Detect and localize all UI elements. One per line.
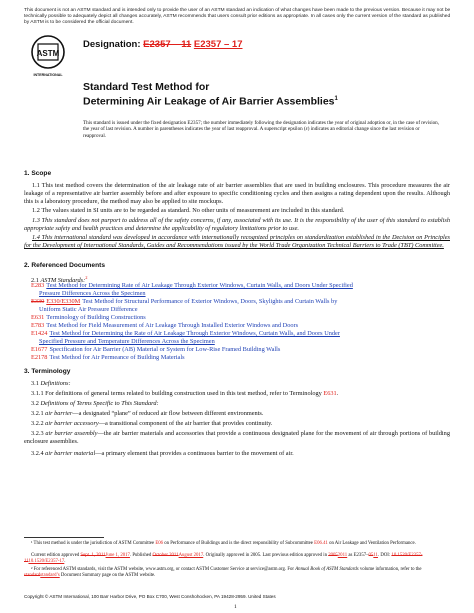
section-heading-scope: 1. Scope (24, 170, 52, 177)
designation (83, 39, 243, 50)
ref-item[interactable]: E631 Terminology of Building Constructions (31, 314, 146, 321)
terminology-3-1-1: 3.1.1 For definitions of general terms related to building construction used in this test method, refer to Terminology E631. (31, 390, 339, 397)
change-notice: This document is not an ASTM standard and is intended only to provide the user of an ASTM standard an indication of what changes have been made to the previous version. Because it may not be technically possible to adequately depict all changes accurately, ASTM recommends that users consult prior editions as appropriate. In all cases only the current version of the standard as published by ASTM is to be considered the official document. (24, 8, 451, 25)
ref-item[interactable]: E283 Test Method for Determining Rate of Air Leakage Through Exterior Windows, Curtain Walls, and Doors Under Specified (31, 282, 353, 289)
scope-1-2: 1.2 The values stated in SI units are to be regarded as standard. No other units of measurement are included in this standard. (32, 207, 345, 214)
terminology-3-1: 3.1 Definitions: (31, 380, 71, 387)
footnote-1-edition: Current edition approved Sept. 1, 2011June 1, 2017. Published October 2011August 2017. Originally approved in 2005. Last previous edition approved in 20052011 as E2357–0511. DOI: 10.1520/E2357-1110.1520/E2357-17. (24, 553, 423, 564)
title-footnote-ref: 1 (334, 96, 338, 102)
terminology-3-2: 3.2 Definitions of Terms Specific to This Standard: (31, 400, 159, 407)
ref-item-continued: Specified Pressure and Temperature Differences Across the Specimen (39, 338, 215, 345)
terminology-3-2-4: 3.2.4 air barrier material—a primary element that provides a continuous barrier to the movement of air. (31, 450, 294, 457)
terminology-3-2-3: 3.2.3 air barrier assembly—the air barrier materials and accessories that provide a continuous designated plane for the movement of air through portions of building enclosure assemblies. (24, 430, 450, 445)
issued-note: This standard is issued under the fixed designation E2357; the number immediately following the designation indicates the year of original adoption or, in the case of revision, the year of last revision. A number in parentheses indicates the year of last reapproval. A superscript epsilon (ε) indicates an editorial change since the last revision or reapproval. (83, 120, 439, 139)
terminology-ref-link[interactable]: E631 (323, 390, 337, 397)
ref-item[interactable]: E2178 Test Method for Air Permeance of Building Materials (31, 354, 185, 361)
ref-item[interactable]: E783 Test Method for Field Measurement of Air Leakage Through Installed Exterior Windows and Doors (31, 322, 299, 329)
logo-text: ASTM (36, 49, 60, 58)
ref-item-continued: Uniform Static Air Pressure Difference (39, 306, 138, 313)
scope-1-1: 1.1 This test method covers the determination of the air leakage rate of air barrier assemblies that are used in building enclosures. This procedure measures the air leakage of a representative air barrier assembly before and after exposure to specific conditioning cycles and then assigns a rating dependent upon the results. Although this is a laboratory procedure, the method may also be applied to site mockups. (24, 182, 450, 205)
page-number: 1 (234, 604, 237, 610)
section-heading-referenced-documents: 2. Referenced Documents (24, 262, 105, 269)
title-line-2: Determining Air Leakage of Air Barrier Assemblies$^1$ (83, 95, 338, 108)
scope-1-4: 1.4 This international standard was developed in accordance with internationally recognized principles on standardization established in the Decision on Principles for the Development of International Standards, Guides and Recommendations issued by the World Trade Organization Technical Barriers to Trade (TBT) Committee. (24, 234, 450, 249)
title-line-1: Standard Test Method for (83, 81, 210, 93)
footnote-divider (24, 537, 104, 538)
ref-item[interactable]: E1677 Specification for Air Barrier (AB) Material or System for Low-Rise Framed Building Walls (31, 346, 281, 353)
terminology-3-2-1: 3.2.1 air barrier—a designated “plane” of reduced air flow between different environments. (31, 410, 264, 417)
astm-standards-intro: 2.1 ASTM Standards:$^2$ (31, 275, 88, 285)
designation-new: E2357 – 17 (193, 39, 243, 50)
section-heading-terminology: 3. Terminology (24, 368, 71, 375)
logo-subtext: INTERNATIONAL (33, 73, 63, 77)
ref-item-continued: Pressure Differences Across the Specimen (39, 290, 146, 297)
astm-logo (30, 34, 66, 80)
footnote-2: ² For referenced ASTM standards, visit the ASTM website, www.astm.org, or contact ASTM Customer Service at service@astm.org. For Annual Book of ASTM Standards volume information, refer to the standardstandard’s Document Summary page on the ASTM website. (24, 567, 422, 578)
footnote-1: ¹ This test method is under the jurisdiction of ASTM Committee E06 on Performance of Buildings and is the direct responsibility of Subcommittee E06.41 on Air Leakage and Ventilation Performance. (31, 541, 416, 546)
scope-1-3: 1.3 This standard does not purport to address all of the safety concerns, if any, associated with its use. It is the responsibility of the user of this standard to establish appropriate safety and health practices and determine the applicability of regulatory limitations prior to use. (24, 217, 450, 232)
ref-item[interactable]: E330 E330/E330M Test Method for Structural Performance of Exterior Windows, Doors, Skylights and Curtain Walls by (31, 298, 338, 305)
designation-old: E2357 – 11 (143, 39, 192, 50)
document-title (83, 81, 443, 108)
terminology-3-2-2: 3.2.2 air barrier accessory—a transitional component of the air barrier that provides continuity. (31, 420, 273, 427)
ref-item[interactable]: E1424 Test Method for Determining the Rate of Air Leakage Through Exterior Windows, Curtain Walls, and Doors Under (31, 330, 340, 337)
designation-label: Designation: (83, 39, 141, 50)
copyright-notice: Copyright © ASTM International, 100 Barr Harbor Drive, PO Box C700, West Conshohocken, PA 19428-2959. United States (24, 594, 276, 599)
